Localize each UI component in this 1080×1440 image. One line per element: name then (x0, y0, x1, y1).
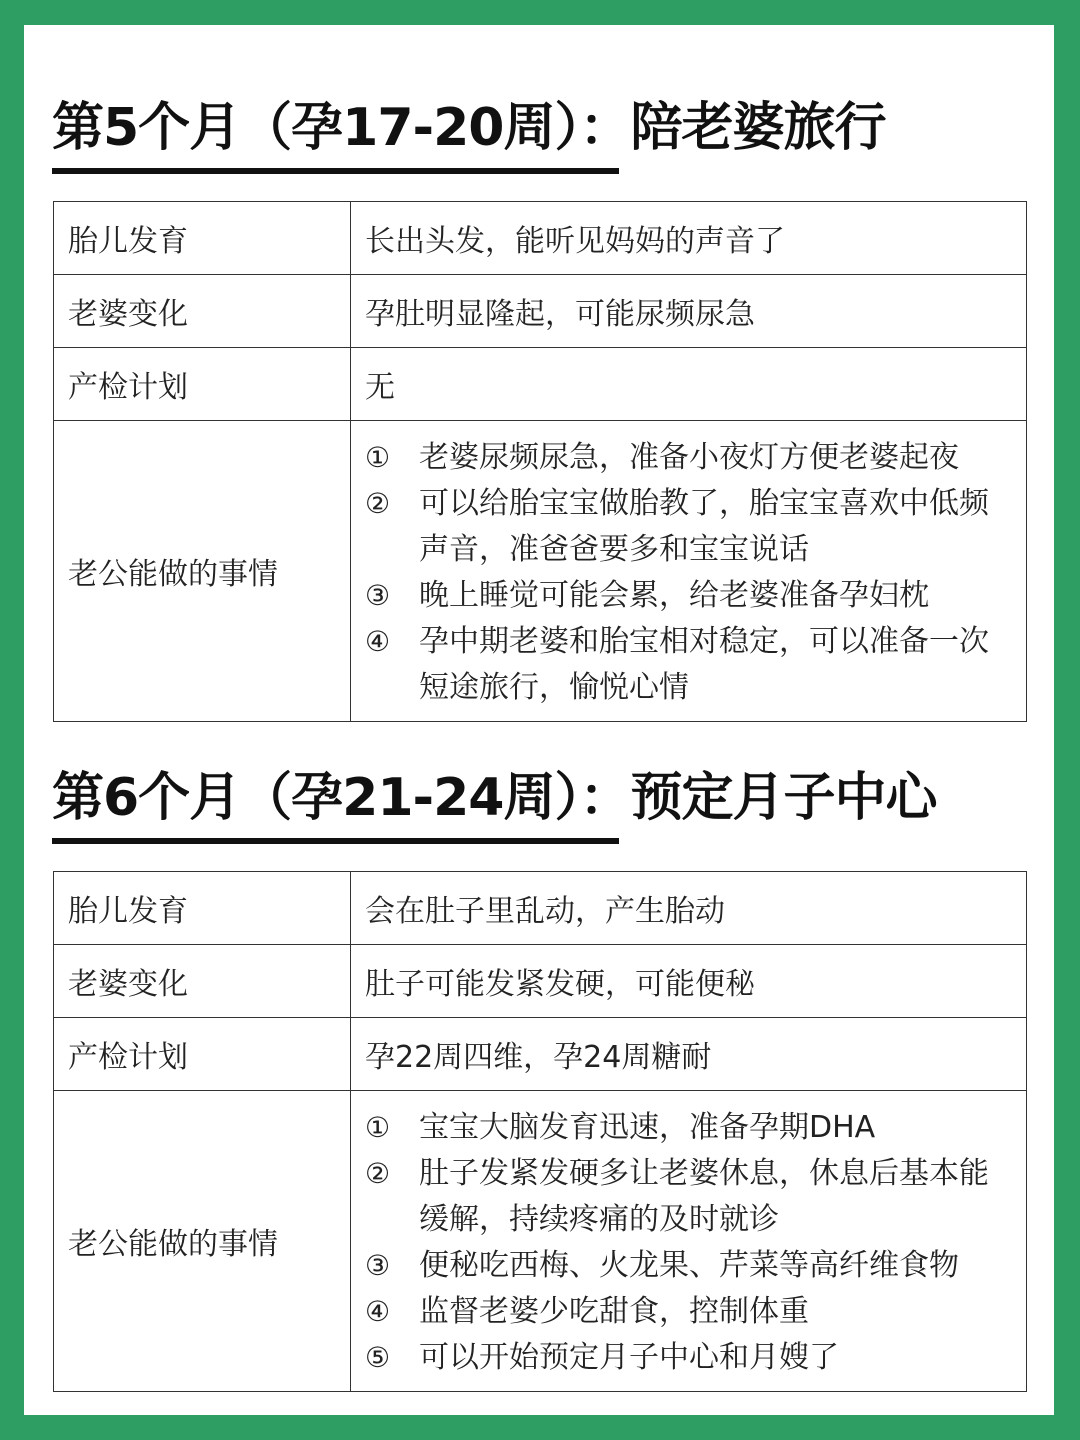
row-label: 产检计划 (54, 1018, 351, 1091)
item-number: ③ (365, 579, 391, 612)
row-value: 孕肚明显隆起，可能尿频尿急 (351, 275, 1027, 348)
section-title: 第5个月（孕17-20周）：陪老婆旅行 (52, 98, 886, 158)
list-item (365, 1335, 1012, 1381)
content-card (24, 25, 1054, 1415)
item-text: 老婆尿频尿急，准备小夜灯方便老婆起夜 (419, 440, 959, 475)
table-row (54, 872, 1027, 945)
table-row (54, 275, 1027, 348)
title-underline (52, 168, 619, 174)
info-table (53, 871, 1027, 1392)
item-number: ③ (365, 1249, 391, 1282)
table-row (54, 945, 1027, 1018)
item-number: ④ (365, 625, 391, 658)
table-row (54, 202, 1027, 275)
item-number: ⑤ (365, 1341, 391, 1374)
item-text: 可以开始预定月子中心和月嫂了 (419, 1340, 839, 1375)
item-number: ② (365, 1157, 391, 1190)
row-label: 老公能做的事情 (54, 1091, 351, 1392)
row-label: 老婆变化 (54, 275, 351, 348)
item-text: 宝宝大脑发育迅速，准备孕期DHA (419, 1110, 876, 1145)
item-number: ④ (365, 1295, 391, 1328)
list-item (365, 1105, 1012, 1151)
table-row (54, 1091, 1027, 1392)
row-label: 老婆变化 (54, 945, 351, 1018)
table-row (54, 421, 1027, 722)
list-item (365, 1289, 1012, 1335)
list-item (365, 435, 1012, 481)
list-item (365, 1243, 1012, 1289)
task-list (365, 1091, 1012, 1391)
item-text: 孕中期老婆和胎宝相对稳定，可以准备一次短途旅行，愉悦心情 (419, 624, 989, 705)
row-value: 肚子可能发紧发硬，可能便秘 (351, 945, 1027, 1018)
item-text: 便秘吃西梅、火龙果、芹菜等高纤维食物 (419, 1248, 959, 1283)
task-cell (351, 1091, 1027, 1392)
info-table (53, 201, 1027, 722)
row-label: 老公能做的事情 (54, 421, 351, 722)
row-value: 孕22周四维，孕24周糖耐 (351, 1018, 1027, 1091)
item-text: 晚上睡觉可能会累，给老婆准备孕妇枕 (419, 578, 929, 613)
list-item (365, 573, 1012, 619)
list-item (365, 1151, 1012, 1243)
item-number: ② (365, 487, 391, 520)
item-number: ① (365, 1111, 391, 1144)
row-label: 胎儿发育 (54, 872, 351, 945)
table-row (54, 348, 1027, 421)
row-value: 会在肚子里乱动，产生胎动 (351, 872, 1027, 945)
task-cell (351, 421, 1027, 722)
title-underline (52, 838, 619, 844)
row-value: 长出头发，能听见妈妈的声音了 (351, 202, 1027, 275)
row-label: 产检计划 (54, 348, 351, 421)
item-number: ① (365, 441, 391, 474)
row-value: 无 (351, 348, 1027, 421)
list-item (365, 481, 1012, 573)
task-list (365, 421, 1012, 721)
list-item (365, 619, 1012, 711)
item-text: 肚子发紧发硬多让老婆休息，休息后基本能缓解，持续疼痛的及时就诊 (419, 1156, 989, 1237)
item-text: 监督老婆少吃甜食，控制体重 (419, 1294, 809, 1329)
item-text: 可以给胎宝宝做胎教了，胎宝宝喜欢中低频声音，准爸爸要多和宝宝说话 (419, 486, 989, 567)
row-label: 胎儿发育 (54, 202, 351, 275)
section-title: 第6个月（孕21-24周）：预定月子中心 (52, 768, 937, 828)
table-row (54, 1018, 1027, 1091)
